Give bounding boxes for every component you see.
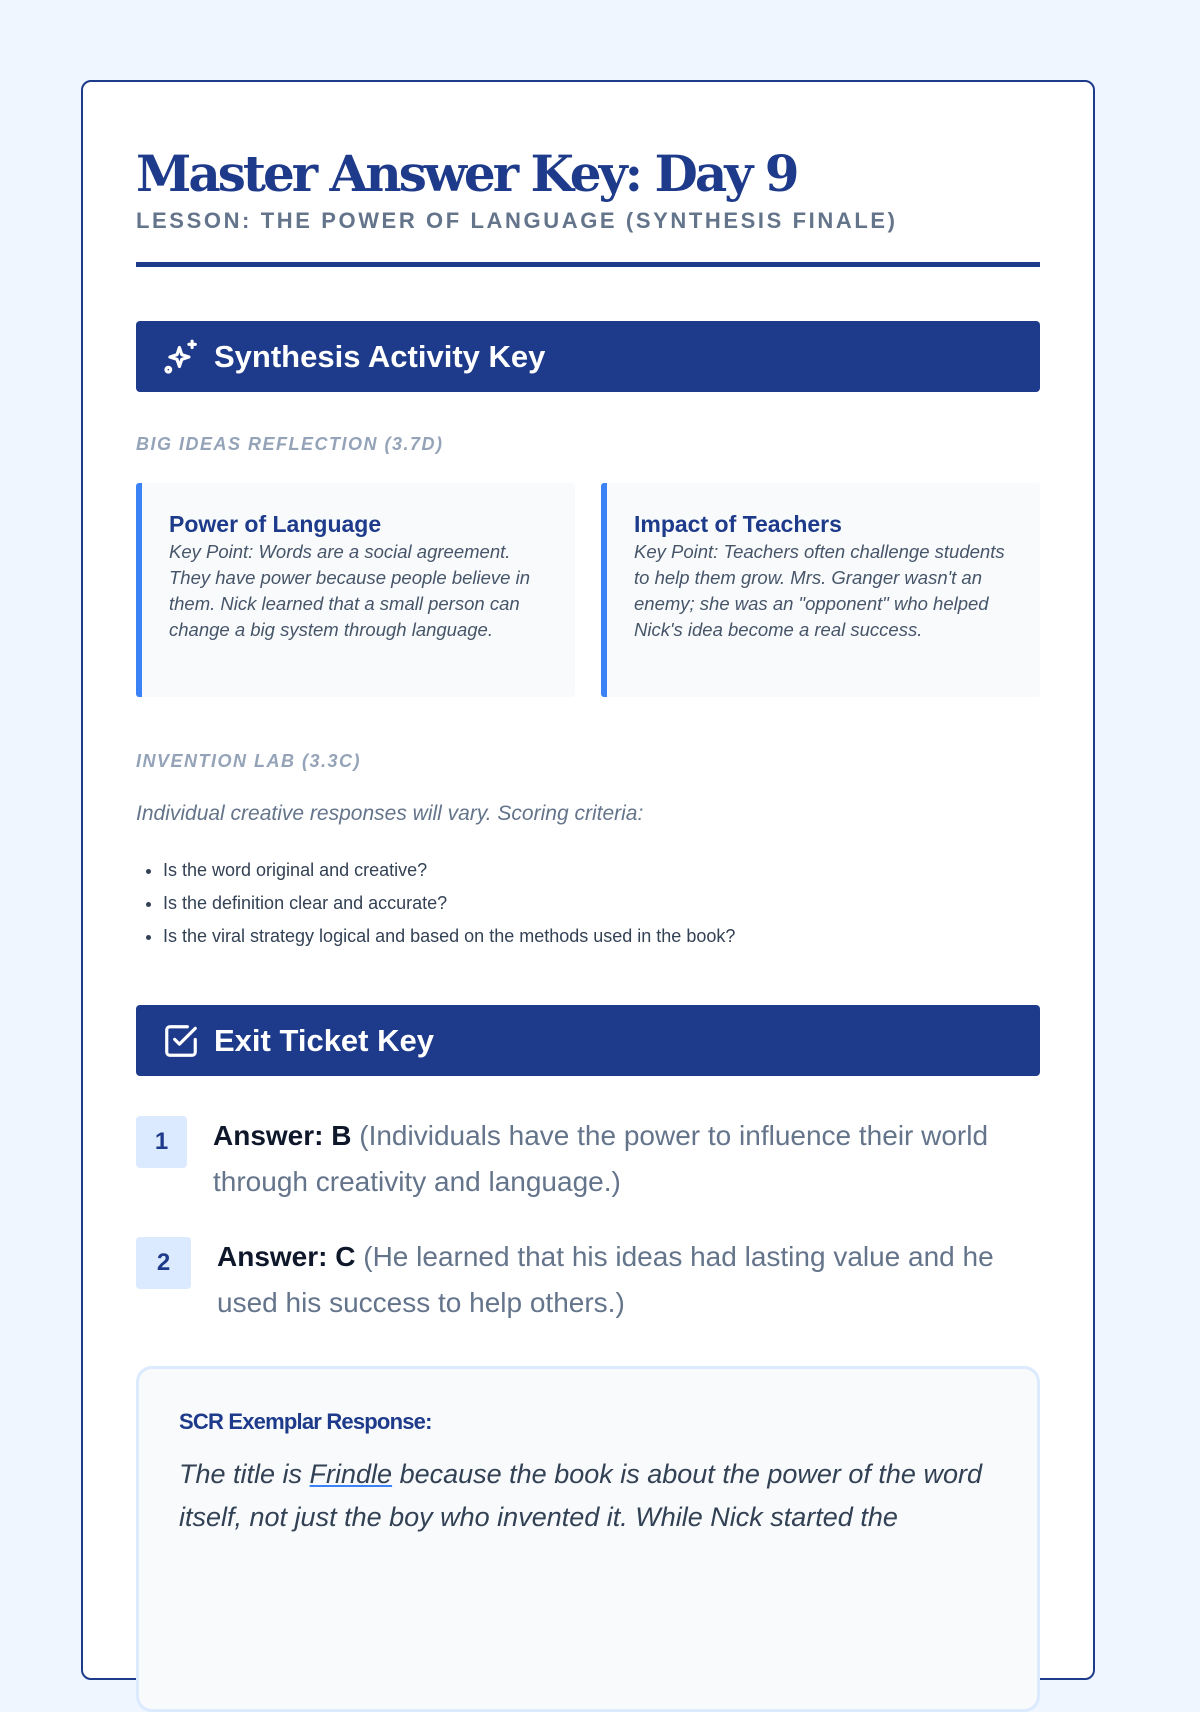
idea-card [136,483,575,697]
answer-label: Answer: C [217,1241,356,1272]
answer-label: Answer: B [213,1120,352,1151]
idea-card-text: Key Point: Words are a social agreement. They have power because people believe in them. Nick learned that a small person can change a big system through language. [169,541,530,640]
exit-ticket-heading: Exit Ticket Key [214,1022,434,1058]
idea-card [601,483,1040,697]
exit-ticket-section-header [136,1005,1040,1076]
lesson-subtitle: LESSON: THE POWER OF LANGUAGE (SYNTHESIS FINALE) [136,208,898,233]
checkbox-icon [162,1022,200,1060]
scr-text-part: because the book is about the power of the word itself, not just the boy who invented it. While Nick started the [179,1459,982,1532]
question-number-badge: 2 [136,1237,191,1289]
idea-card-title: Impact of Teachers [634,511,842,537]
list-item: • Is the definition clear and accurate? [163,887,1040,920]
sparkles-icon [162,338,200,376]
book-title: Frindle [309,1459,393,1489]
scr-text [179,1453,997,1539]
idea-card-text: Key Point: Teachers often challenge students to help them grow. Mrs. Granger wasn't an enemy; she was an "opponent" who helped Nick's idea become a real success. [634,541,1005,640]
invention-lab-label: INVENTION LAB (3.3C) [136,751,362,771]
synthesis-heading: Synthesis Activity Key [214,338,546,374]
title-divider [136,262,1040,267]
scr-label: SCR Exemplar Response: [179,1409,432,1434]
list-item: • Is the viral strategy logical and based on the methods used in the book? [163,920,1040,953]
answer-explanation: (He learned that his ideas had lasting value and he used his success to help others.) [217,1241,994,1318]
criteria-list [136,854,1040,953]
invention-intro: Individual creative responses will vary. Scoring criteria: [136,802,644,825]
list-item: • Is the word original and creative? [163,854,1040,887]
answer-item [136,1116,1040,1205]
scr-text-part: The title is [179,1459,310,1489]
answer-item [136,1237,1040,1326]
big-ideas-label: BIG IDEAS REFLECTION (3.7D) [136,434,444,454]
page-title: Master Answer Key: Day 9 [136,144,797,203]
answer-explanation: (Individuals have the power to influence their world through creativity and language.) [213,1120,989,1197]
scr-exemplar-box [136,1366,1040,1712]
answer-key-card [81,80,1095,1680]
question-number-badge: 1 [136,1116,187,1168]
big-ideas-cards [136,483,1040,697]
synthesis-section-header [136,321,1040,392]
idea-card-title: Power of Language [169,511,382,537]
